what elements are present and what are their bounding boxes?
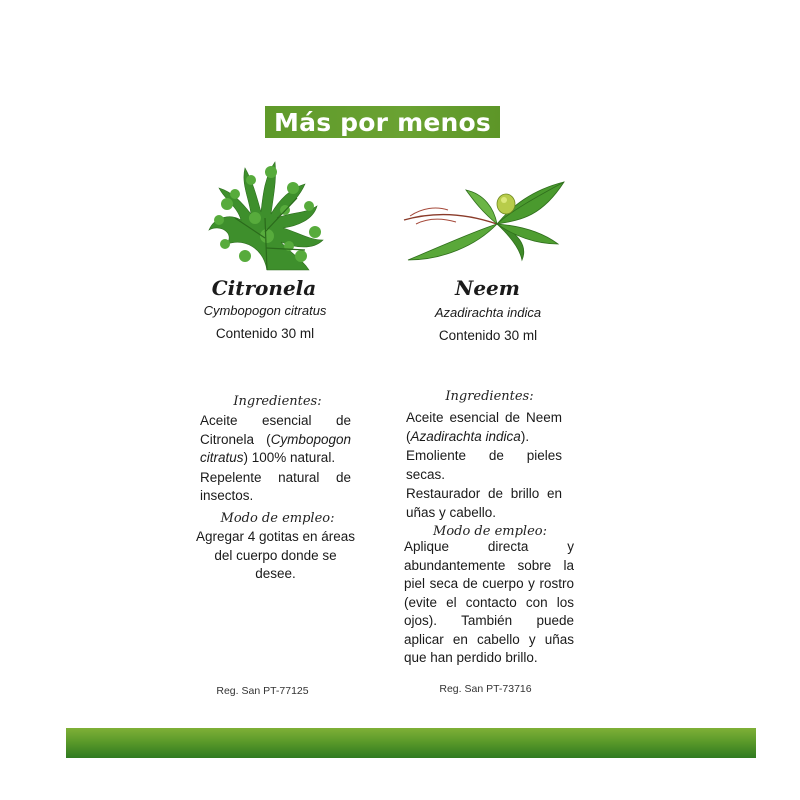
product-name-neem: Neem xyxy=(455,276,520,300)
ingredients-text: ) 100% natural. xyxy=(243,450,336,465)
ingredients-text: ). xyxy=(520,428,530,444)
registration-neem: Reg. San PT-73716 xyxy=(439,683,532,695)
ingredients-text: Restaurador de brillo en uñas y cabello. xyxy=(406,486,562,520)
ingredients-neem xyxy=(406,409,562,523)
neem-leaves-icon xyxy=(402,180,567,262)
ingredients-citronela xyxy=(200,412,351,507)
ingredients-text: Aceite esencial de Neem ( xyxy=(406,410,562,444)
title-banner xyxy=(265,106,500,138)
scientific-name-citronela: Cymbopogon citratus xyxy=(203,303,327,318)
usage-citronela: Agregar 4 gotitas en áreas del cuerpo donde se desee. xyxy=(195,529,356,581)
page-title: Más por menos xyxy=(274,107,491,137)
ingredients-heading-neem: Ingredientes: xyxy=(445,389,534,404)
ingredients-italic: Azadirachta indica xyxy=(410,428,521,444)
ingredients-text: Repelente natural de insectos. xyxy=(200,469,351,503)
registration-citronela: Reg. San PT-77125 xyxy=(216,685,309,697)
content-neem: Contenido 30 ml xyxy=(438,328,538,343)
usage-neem: Aplique directa y abundantemente sobre la piel seca de cuerpo y rostro (evite el contacto con los ojos). También puede aplicar en cabello y uñas que han perdido brillo. xyxy=(404,539,574,665)
ingredients-heading-citronela: Ingredientes: xyxy=(233,394,322,409)
ingredients-text: Aceite esencial de Citronela ( xyxy=(200,413,351,447)
ingredients-italic: Cymbopogon citratus xyxy=(200,431,351,465)
product-name-citronela: Citronela xyxy=(211,276,317,300)
usage-heading-citronela: Modo de empleo: xyxy=(220,511,335,526)
footer-bar xyxy=(66,728,756,758)
usage-heading-neem: Modo de empleo: xyxy=(433,524,547,539)
content-citronela: Contenido 30 ml xyxy=(215,326,315,341)
ingredients-text: Emoliente de pieles secas. xyxy=(406,448,562,482)
scientific-name-neem: Azadirachta indica xyxy=(434,305,542,320)
citronella-plant-icon xyxy=(205,158,330,273)
